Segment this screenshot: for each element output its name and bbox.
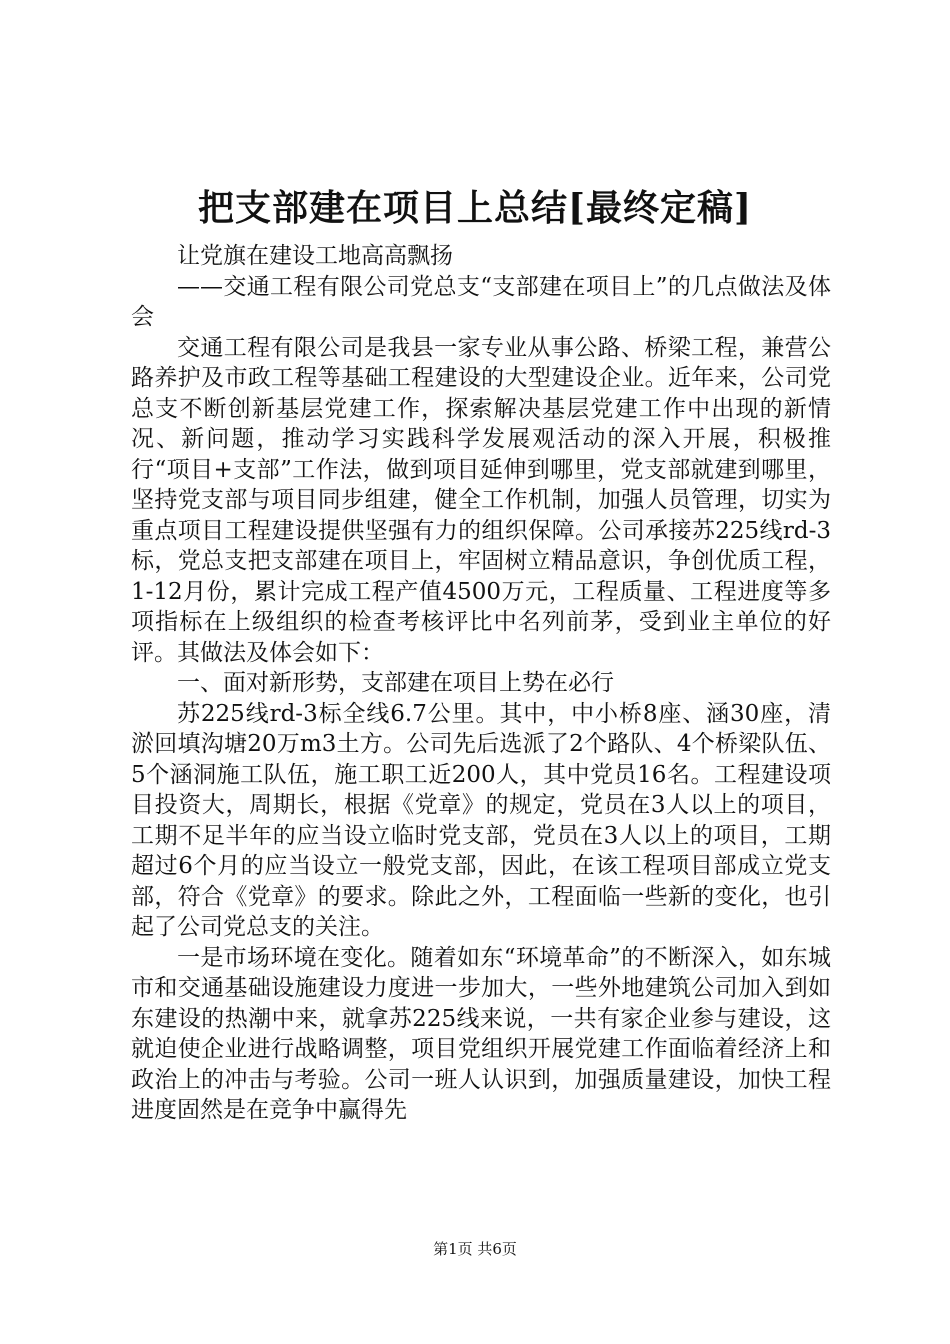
- document-body: [131, 241, 831, 1126]
- intro-paragraph: 交通工程有限公司是我县一家专业从事公路、桥梁工程，兼营公路养护及市政工程等基础工程建设的大型建设企业。近年来，公司党总支不断创新基层党建工作，探索解决基层党建工作中出现的新情况、新问题，推动学习实践科学发展观活动的深入开展，积极推行“项目+支部”工作法，做到项目延伸到哪里，党支部就建到哪里，坚持党支部与项目同步组建，健全工作机制，加强人员管理，切实为重点项目工程建设提供坚强有力的组织保障。公司承接苏225线rd-3标，党总支把支部建在项目上，牢固树立精品意识，争创优质工程，1-12月份，累计完成工程产值4500万元，工程质量、工程进度等多项指标在上级组织的检查考核评比中名列前茅，受到业主单位的好评。其做法及体会如下：: [131, 334, 831, 666]
- body-paragraph: 苏225线rd-3标全线6.7公里。其中，中小桥8座、涵30座，清淤回填沟塘20万m3土方。公司先后选派了2个路队、4个桥梁队伍、5个涵洞施工队伍，施工职工近200人，其中党员16名。工程建设项目投资大，周期长，根据《党章》的规定，党员在3人以上的项目，工期不足半年的应当设立临时党支部，党员在3人以上的项目，工期超过6个月的应当设立一般党支部，因此，在该工程项目部成立党支部，符合《党章》的要求。除此之外，工程面临一些新的变化，也引起了公司党总支的关注。: [131, 700, 831, 940]
- subtitle-paragraph: 让党旗在建设工地高高飘扬: [177, 243, 453, 269]
- section-heading: 一、面对新形势，支部建在项目上势在必行: [177, 670, 614, 696]
- body-paragraph: 一是市场环境在变化。随着如东“环境革命”的不断深入，如东城市和交通基础设施建设力度进一步加大，一些外地建筑公司加入到如东建设的热潮中来，就拿苏225线来说，一共有家企业参与建设，这就迫使企业进行战略调整，项目党组织开展党建工作面临着经济上和政治上的冲击与考验。公司一班人认识到，加强质量建设，加快工程进度固然是在竞争中赢得先: [131, 944, 831, 1123]
- page-number-footer: 第1页 共6页: [433, 1240, 517, 1258]
- subtitle-dash-paragraph: ——交通工程有限公司党总支“支部建在项目上”的几点做法及体会: [131, 273, 831, 330]
- document-title: 把支部建在项目上总结[最终定稿]: [197, 187, 753, 229]
